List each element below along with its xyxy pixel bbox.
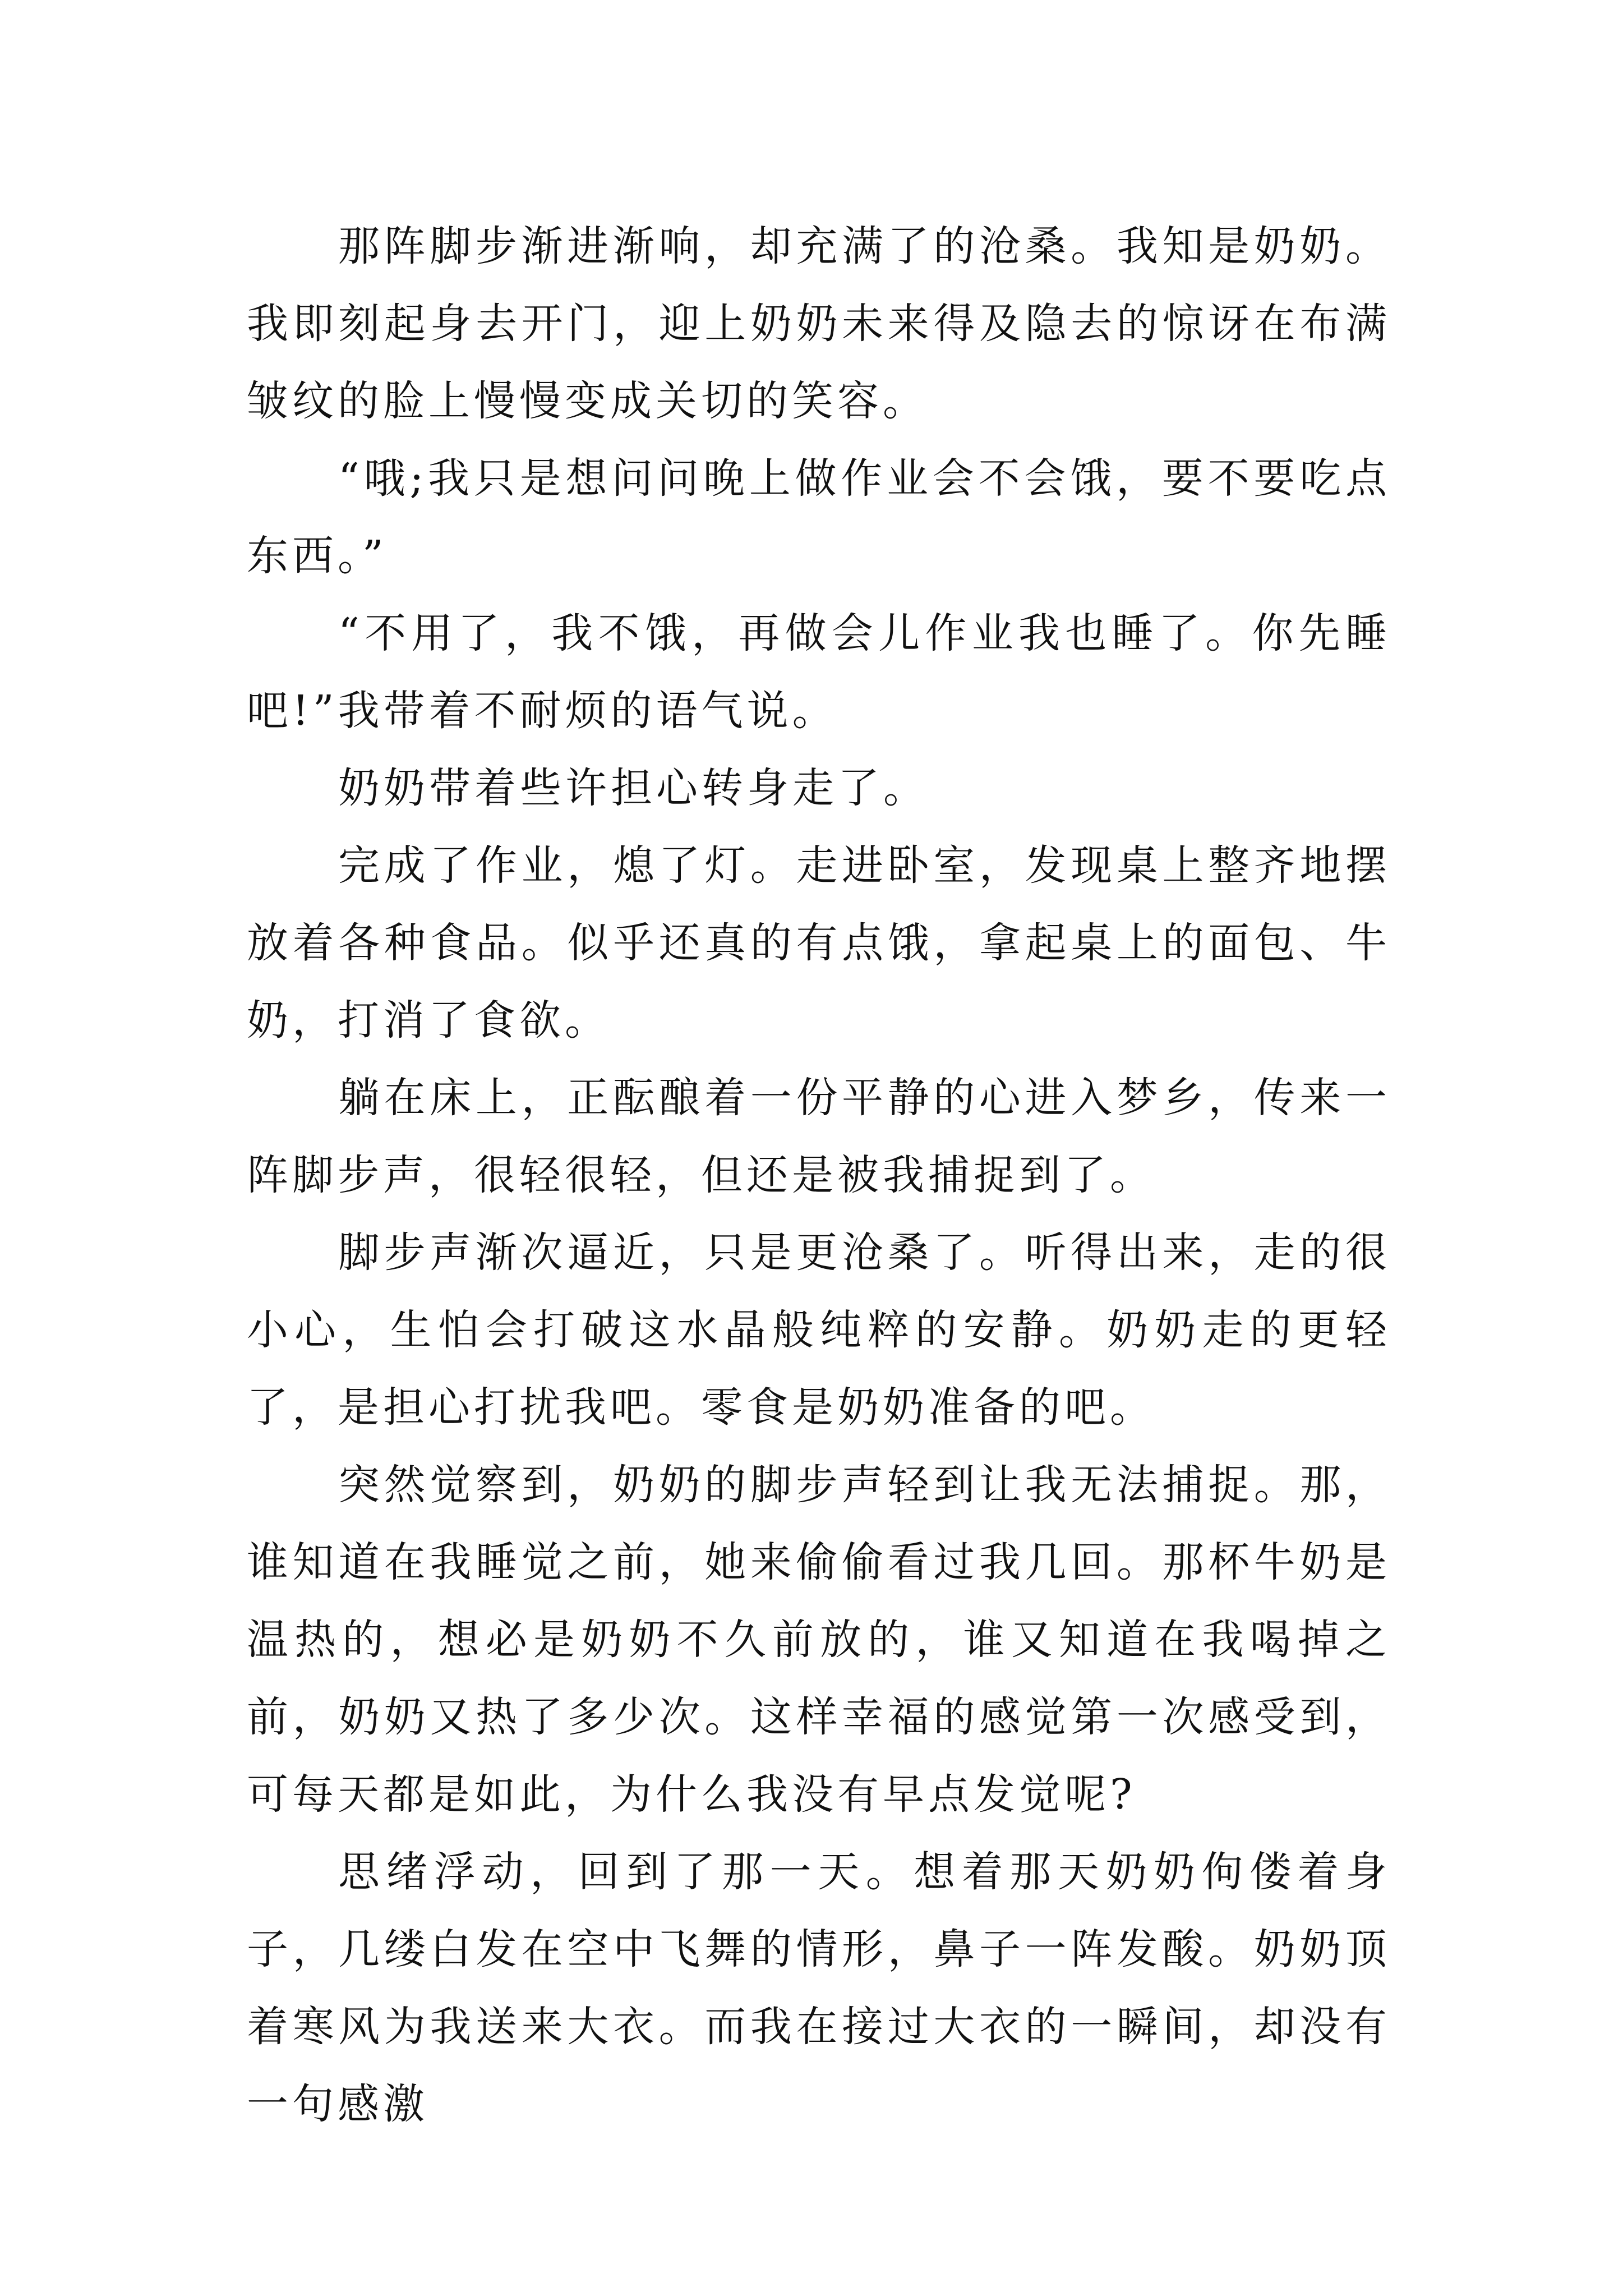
paragraph-2: “哦;我只是想问问晚上做作业会不会饿，要不要吃点东西。” xyxy=(247,454,1391,580)
paragraph-8: 突然觉察到，奶奶的脚步声轻到让我无法捕捉。那，谁知道在我睡觉之前，她来偷偷看过我几回。那杯牛奶是温热的，想必是奶奶不久前放的，谁又知道在我喝掉之前，奶奶又热了多少次。这样幸福的感觉第一次感受到，可每天都是如此，为什么我没有早点发觉呢? xyxy=(247,1461,1391,1819)
paragraph-7: 脚步声渐次逼近，只是更沧桑了。听得出来，走的很小心，生怕会打破这水晶般纯粹的安静。奶奶走的更轻了，是担心打扰我吧。零食是奶奶准备的吧。 xyxy=(247,1228,1391,1432)
paragraph-3: “不用了，我不饿，再做会儿作业我也睡了。你先睡吧!”我带着不耐烦的语气说。 xyxy=(247,609,1391,735)
body-text xyxy=(247,208,1391,2143)
paragraph-5: 完成了作业，熄了灯。走进卧室，发现桌上整齐地摆放着各种食品。似乎还真的有点饿，拿起桌上的面包、牛奶，打消了食欲。 xyxy=(247,841,1391,1045)
paragraph-4: 奶奶带着些许担心转身走了。 xyxy=(338,764,929,812)
paragraph-1: 那阵脚步渐进渐响，却充满了的沧桑。我知是奶奶。我即刻起身去开门，迎上奶奶未来得及隐去的惊讶在布满皱纹的脸上慢慢变成关切的笑容。 xyxy=(247,222,1391,425)
paragraph-6: 躺在床上，正酝酿着一份平静的心进入梦乡，传来一阵脚步声，很轻很轻，但还是被我捕捉到了。 xyxy=(247,1074,1391,1199)
paragraph-9: 思绪浮动，回到了那一天。想着那天奶奶佝偻着身子，几缕白发在空中飞舞的情形，鼻子一阵发酸。奶奶顶着寒风为我送来大衣。而我在接过大衣的一瞬间，却没有一句感激 xyxy=(247,1848,1391,2128)
